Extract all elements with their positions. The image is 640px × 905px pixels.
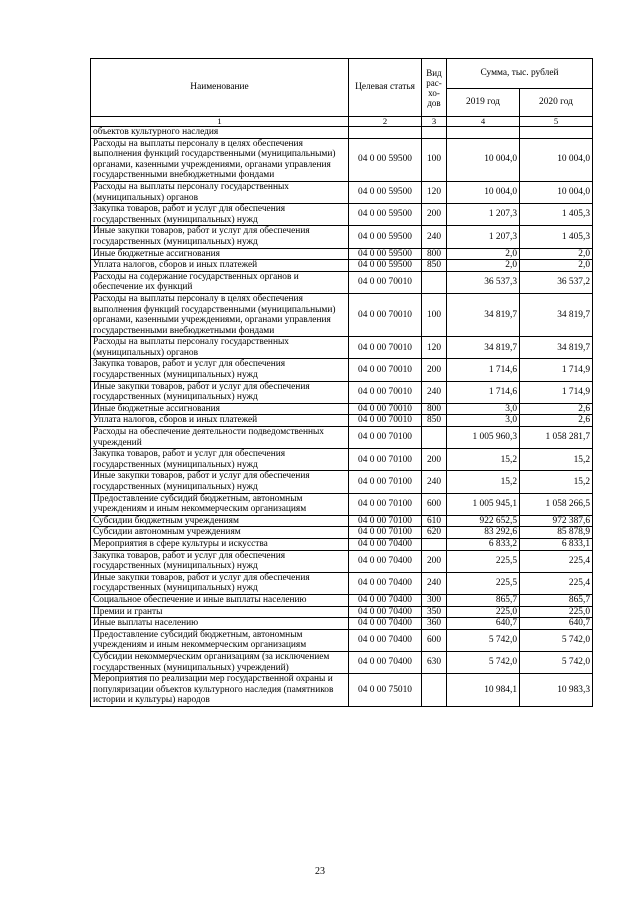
row-name: Социальное обеспечение и иные выплаты населению xyxy=(91,594,349,606)
row-value-2019: 1 005 945,1 xyxy=(447,493,520,515)
row-code: 04 0 00 70100 xyxy=(349,515,422,527)
row-name: Закупка товаров, работ и услуг для обеспечения государственных (муниципальных) нужд xyxy=(91,359,349,381)
row-value-2020: 5 742,0 xyxy=(520,629,593,651)
row-name: Мероприятия по реализации мер государственной охраны и популяризации объектов культурного наследия (памятников истории и культуры) народов xyxy=(91,674,349,707)
row-type: 240 xyxy=(422,572,447,594)
table-row xyxy=(91,493,593,515)
row-type: 800 xyxy=(422,403,447,415)
row-value-2020: 865,7 xyxy=(520,594,593,606)
row-code: 04 0 00 70400 xyxy=(349,550,422,572)
row-value-2019: 225,5 xyxy=(447,572,520,594)
row-code: 04 0 00 70400 xyxy=(349,572,422,594)
table-row xyxy=(91,337,593,359)
row-name: Иные закупки товаров, работ и услуг для обеспечения государственных (муниципальных) нужд xyxy=(91,471,349,493)
table-row xyxy=(91,403,593,415)
row-value-2020: 1 058 281,7 xyxy=(520,427,593,449)
row-name: объектов культурного наследия xyxy=(91,127,349,139)
header-sum: Сумма, тыс. рублей xyxy=(447,59,593,89)
row-value-2020: 1 405,3 xyxy=(520,226,593,248)
row-type: 200 xyxy=(422,359,447,381)
row-name: Расходы на обеспечение деятельности подведомственных учреждений xyxy=(91,427,349,449)
table-row xyxy=(91,260,593,272)
row-value-2019: 34 819,7 xyxy=(447,337,520,359)
table-row xyxy=(91,449,593,471)
header-name: Наименование xyxy=(91,59,349,117)
row-name: Мероприятия в сфере культуры и искусства xyxy=(91,538,349,550)
table-row xyxy=(91,226,593,248)
row-name: Субсидии некоммерческим организациям (за исключением государственных (муниципальных) учреждений) xyxy=(91,651,349,673)
row-type: 350 xyxy=(422,606,447,618)
row-value-2019: 225,0 xyxy=(447,606,520,618)
row-name: Субсидии автономным учреждениям xyxy=(91,527,349,539)
row-name: Иные закупки товаров, работ и услуг для обеспечения государственных (муниципальных) нужд xyxy=(91,381,349,403)
row-value-2019: 225,5 xyxy=(447,550,520,572)
row-value-2019: 6 833,2 xyxy=(447,538,520,550)
row-value-2020: 225,0 xyxy=(520,606,593,618)
table-row xyxy=(91,293,593,336)
row-code: 04 0 00 70100 xyxy=(349,527,422,539)
column-number: 5 xyxy=(520,117,593,127)
column-number: 4 xyxy=(447,117,520,127)
row-type: 300 xyxy=(422,594,447,606)
row-code: 04 0 00 70400 xyxy=(349,594,422,606)
row-name: Закупка товаров, работ и услуг для обеспечения государственных (муниципальных) нужд xyxy=(91,204,349,226)
row-type: 240 xyxy=(422,226,447,248)
table-row xyxy=(91,606,593,618)
table-row xyxy=(91,538,593,550)
row-value-2020: 2,0 xyxy=(520,248,593,260)
row-type xyxy=(422,427,447,449)
row-value-2019: 640,7 xyxy=(447,618,520,630)
row-type: 850 xyxy=(422,260,447,272)
row-value-2020: 1 714,9 xyxy=(520,381,593,403)
row-value-2020: 15,2 xyxy=(520,449,593,471)
table-row xyxy=(91,381,593,403)
row-code: 04 0 00 70010 xyxy=(349,403,422,415)
row-type xyxy=(422,674,447,707)
row-value-2019: 15,2 xyxy=(447,449,520,471)
row-code: 04 0 00 59500 xyxy=(349,248,422,260)
row-name: Премии и гранты xyxy=(91,606,349,618)
row-type: 620 xyxy=(422,527,447,539)
row-code xyxy=(349,127,422,139)
table-row xyxy=(91,181,593,203)
row-value-2019: 36 537,3 xyxy=(447,271,520,293)
row-value-2020: 1 058 266,5 xyxy=(520,493,593,515)
row-code: 04 0 00 70010 xyxy=(349,293,422,336)
row-type: 360 xyxy=(422,618,447,630)
row-value-2019: 1 005 960,3 xyxy=(447,427,520,449)
row-code: 04 0 00 70010 xyxy=(349,381,422,403)
row-type: 240 xyxy=(422,381,447,403)
table-row xyxy=(91,527,593,539)
row-value-2020: 15,2 xyxy=(520,471,593,493)
row-code: 04 0 00 70100 xyxy=(349,449,422,471)
row-type: 240 xyxy=(422,471,447,493)
row-value-2020: 34 819,7 xyxy=(520,293,593,336)
row-type xyxy=(422,127,447,139)
row-value-2019 xyxy=(447,127,520,139)
row-name: Иные закупки товаров, работ и услуг для обеспечения государственных (муниципальных) нужд xyxy=(91,226,349,248)
row-value-2019: 10 004,0 xyxy=(447,138,520,181)
row-name: Предоставление субсидий бюджетным, автономным учреждениям и иным некоммерческим организациям xyxy=(91,629,349,651)
row-value-2019: 3,0 xyxy=(447,403,520,415)
table-row xyxy=(91,651,593,673)
row-name: Расходы на выплаты персоналу в целях обеспечения выполнения функций государственными (муниципальными) органами, казенными учреждениями, органами управления государственными внебюджетными фондами xyxy=(91,293,349,336)
row-name: Закупка товаров, работ и услуг для обеспечения государственных (муниципальных) нужд xyxy=(91,550,349,572)
row-name: Расходы на выплаты персоналу в целях обеспечения выполнения функций государственными (муниципальными) органами, казенными учреждениями, органами управления государственными внебюджетными фондами xyxy=(91,138,349,181)
table-row xyxy=(91,471,593,493)
row-code: 04 0 00 70100 xyxy=(349,493,422,515)
row-value-2020: 2,6 xyxy=(520,403,593,415)
table-row xyxy=(91,248,593,260)
budget-document xyxy=(90,58,592,707)
table-row xyxy=(91,515,593,527)
row-value-2020: 1 714,9 xyxy=(520,359,593,381)
row-code: 04 0 00 70400 xyxy=(349,651,422,673)
row-value-2020: 5 742,0 xyxy=(520,651,593,673)
row-value-2020: 10 983,3 xyxy=(520,674,593,707)
row-type: 200 xyxy=(422,550,447,572)
row-code: 04 0 00 70400 xyxy=(349,629,422,651)
table-row xyxy=(91,359,593,381)
row-value-2020: 640,7 xyxy=(520,618,593,630)
row-type: 600 xyxy=(422,493,447,515)
row-name: Расходы на выплаты персоналу государственных (муниципальных) органов xyxy=(91,181,349,203)
row-code: 04 0 00 70010 xyxy=(349,337,422,359)
column-number: 2 xyxy=(349,117,422,127)
column-number-row xyxy=(91,117,593,127)
row-value-2020: 34 819,7 xyxy=(520,337,593,359)
row-value-2020: 225,4 xyxy=(520,550,593,572)
row-value-2020: 1 405,3 xyxy=(520,204,593,226)
row-name: Иные закупки товаров, работ и услуг для обеспечения государственных (муниципальных) нужд xyxy=(91,572,349,594)
row-type xyxy=(422,271,447,293)
row-code: 04 0 00 70400 xyxy=(349,538,422,550)
row-name: Расходы на содержание государственных органов и обеспечение их функций xyxy=(91,271,349,293)
row-name: Иные выплаты населению xyxy=(91,618,349,630)
row-value-2020: 10 004,0 xyxy=(520,181,593,203)
row-code: 04 0 00 70100 xyxy=(349,427,422,449)
header-code: Целевая статья xyxy=(349,59,422,117)
row-name: Расходы на выплаты персоналу государственных (муниципальных) органов xyxy=(91,337,349,359)
row-value-2019: 1 207,3 xyxy=(447,226,520,248)
row-value-2020: 36 537,2 xyxy=(520,271,593,293)
row-code: 04 0 00 70010 xyxy=(349,415,422,427)
row-value-2019: 922 652,5 xyxy=(447,515,520,527)
table-row xyxy=(91,271,593,293)
row-code: 04 0 00 59500 xyxy=(349,204,422,226)
table-row xyxy=(91,674,593,707)
table-row xyxy=(91,572,593,594)
row-value-2020: 6 833,1 xyxy=(520,538,593,550)
row-value-2019: 15,2 xyxy=(447,471,520,493)
row-value-2020: 2,6 xyxy=(520,415,593,427)
row-value-2019: 34 819,7 xyxy=(447,293,520,336)
row-value-2019: 5 742,0 xyxy=(447,651,520,673)
row-name: Иные бюджетные ассигнования xyxy=(91,248,349,260)
row-type: 800 xyxy=(422,248,447,260)
row-value-2020: 972 387,6 xyxy=(520,515,593,527)
row-value-2020: 2,0 xyxy=(520,260,593,272)
row-type: 200 xyxy=(422,449,447,471)
row-value-2019: 1 714,6 xyxy=(447,381,520,403)
row-name: Уплата налогов, сборов и иных платежей xyxy=(91,260,349,272)
row-value-2020: 85 878,9 xyxy=(520,527,593,539)
table-row xyxy=(91,618,593,630)
header-year-2019: 2019 год xyxy=(447,89,520,117)
row-type: 120 xyxy=(422,337,447,359)
row-value-2019: 865,7 xyxy=(447,594,520,606)
row-value-2019: 2,0 xyxy=(447,248,520,260)
row-value-2019: 5 742,0 xyxy=(447,629,520,651)
row-name: Предоставление субсидий бюджетным, автономным учреждениям и иным некоммерческим организациям xyxy=(91,493,349,515)
row-code: 04 0 00 59500 xyxy=(349,226,422,248)
row-code: 04 0 00 59500 xyxy=(349,138,422,181)
row-code: 04 0 00 59500 xyxy=(349,260,422,272)
table-row xyxy=(91,127,593,139)
row-type: 630 xyxy=(422,651,447,673)
row-value-2020: 225,4 xyxy=(520,572,593,594)
row-value-2019: 2,0 xyxy=(447,260,520,272)
row-value-2020: 10 004,0 xyxy=(520,138,593,181)
table-row xyxy=(91,138,593,181)
row-type: 600 xyxy=(422,629,447,651)
column-number: 3 xyxy=(422,117,447,127)
row-value-2019: 83 292,6 xyxy=(447,527,520,539)
row-name: Уплата налогов, сборов и иных платежей xyxy=(91,415,349,427)
budget-table xyxy=(90,58,593,707)
row-name: Субсидии бюджетным учреждениям xyxy=(91,515,349,527)
row-type: 610 xyxy=(422,515,447,527)
table-row xyxy=(91,415,593,427)
table-row xyxy=(91,629,593,651)
table-row xyxy=(91,594,593,606)
row-code: 04 0 00 70400 xyxy=(349,618,422,630)
row-value-2019: 1 714,6 xyxy=(447,359,520,381)
table-row xyxy=(91,550,593,572)
header-type: Вид рас-хо-дов xyxy=(422,59,447,117)
table-row xyxy=(91,204,593,226)
row-value-2019: 1 207,3 xyxy=(447,204,520,226)
row-type xyxy=(422,538,447,550)
row-code: 04 0 00 70010 xyxy=(349,359,422,381)
page-number: 23 xyxy=(315,866,325,877)
row-value-2020 xyxy=(520,127,593,139)
row-code: 04 0 00 70010 xyxy=(349,271,422,293)
row-code: 04 0 00 70400 xyxy=(349,606,422,618)
table-row xyxy=(91,427,593,449)
row-value-2019: 3,0 xyxy=(447,415,520,427)
row-code: 04 0 00 75010 xyxy=(349,674,422,707)
row-code: 04 0 00 70100 xyxy=(349,471,422,493)
row-value-2019: 10 004,0 xyxy=(447,181,520,203)
row-type: 120 xyxy=(422,181,447,203)
row-name: Иные бюджетные ассигнования xyxy=(91,403,349,415)
row-value-2019: 10 984,1 xyxy=(447,674,520,707)
row-type: 100 xyxy=(422,293,447,336)
column-number: 1 xyxy=(91,117,349,127)
header-year-2020: 2020 год xyxy=(520,89,593,117)
row-name: Закупка товаров, работ и услуг для обеспечения государственных (муниципальных) нужд xyxy=(91,449,349,471)
row-type: 200 xyxy=(422,204,447,226)
row-code: 04 0 00 59500 xyxy=(349,181,422,203)
row-type: 100 xyxy=(422,138,447,181)
row-type: 850 xyxy=(422,415,447,427)
